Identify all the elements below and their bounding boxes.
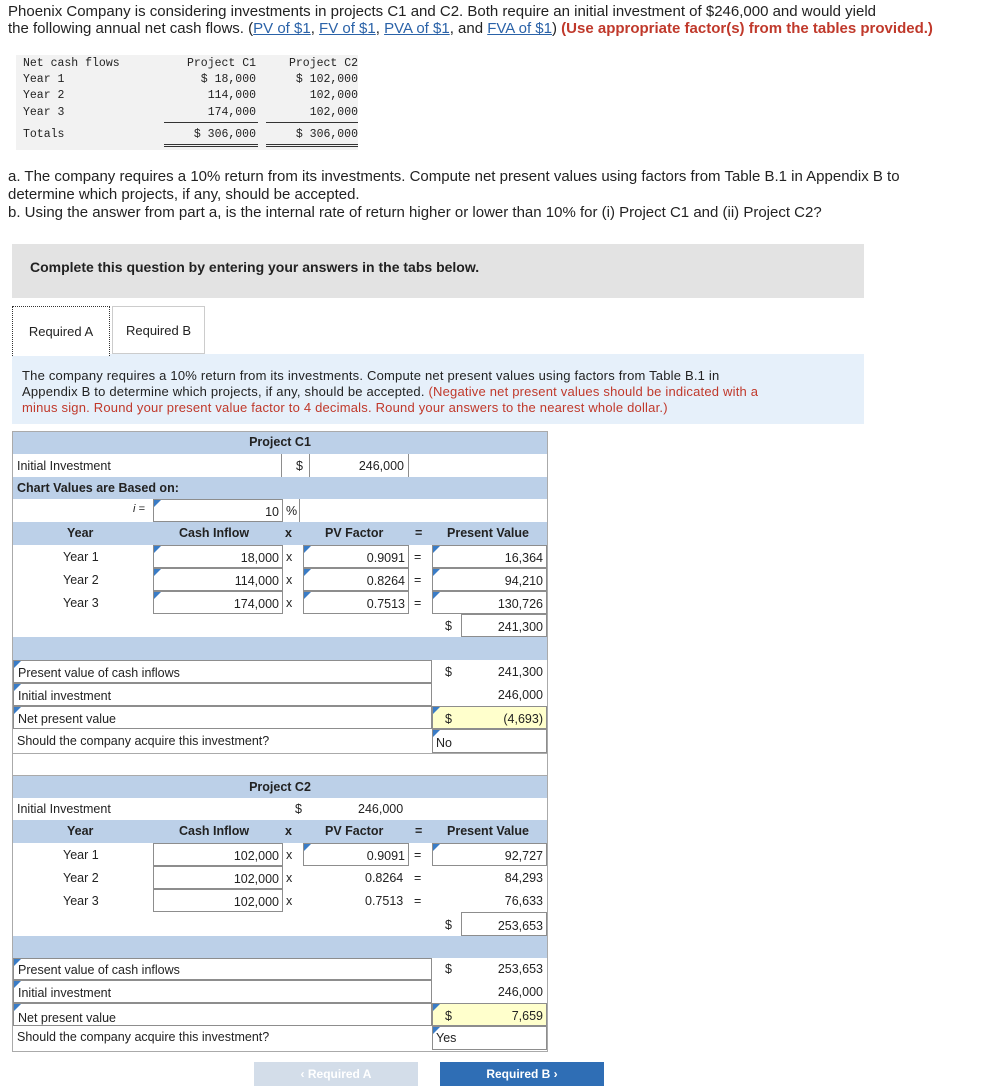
input-flag-icon (304, 569, 311, 576)
table-row (16, 89, 358, 105)
col-eq: = (415, 824, 423, 838)
input-flag-icon (14, 1004, 21, 1011)
pv-value: 84,293 (504, 871, 543, 885)
instructions-line-2 (22, 384, 854, 400)
intro-line-1: Phoenix Company is considering investments in projects C1 and C2. Both require an initial investment of $246,000 and would yield (8, 3, 876, 20)
c1-blank-row (13, 753, 547, 776)
c2-total-field[interactable] (461, 912, 547, 936)
table-row (13, 591, 547, 614)
input-flag-icon (304, 592, 311, 599)
pv-inflows-label: Present value of cash inflows (18, 963, 180, 977)
instructions-line-3: minus sign. Round your present value factor to 4 decimals. Round your answers to the nearest whole dollar.) (22, 400, 668, 415)
c1-rate-value: 10 (265, 505, 279, 519)
c2-npv-value: 7,659 (511, 1009, 543, 1023)
c1-total-row (13, 614, 547, 637)
pv-value: 76,633 (504, 894, 543, 908)
input-flag-icon (433, 569, 440, 576)
tab-instructions (12, 354, 864, 424)
c1-present-value-field[interactable] (432, 568, 547, 591)
cash-value: 102,000 (233, 872, 279, 886)
c1-present-value-field[interactable] (432, 591, 547, 614)
c1-pv-factor-field[interactable] (303, 568, 409, 591)
c1-column-headers (13, 522, 547, 545)
table-row (13, 843, 547, 866)
sep-2: , (375, 20, 385, 37)
instructions-line-2b: (Negative net present values should be indicated with a (424, 384, 759, 399)
cash-value: 18,000 (240, 551, 279, 565)
pv-value: 130,726 (497, 597, 543, 611)
factor-value: 0.9091 (366, 849, 405, 863)
cf-c1-value: $ 18,000 (200, 73, 256, 86)
cf-header-c1: Project C1 (186, 57, 256, 70)
intro-line-2 (8, 20, 978, 37)
dollar-sign: $ (445, 712, 452, 726)
c1-initial-row (13, 454, 547, 477)
cash-flows-table (16, 55, 358, 150)
c2-npv-row (13, 1003, 547, 1026)
npv-label: Net present value (18, 1011, 116, 1025)
cf-c2-value: $ 102,000 (295, 73, 358, 86)
input-flag-icon (154, 500, 161, 507)
factor-value: 0.9091 (366, 551, 405, 565)
c1-rate-row (13, 499, 547, 522)
factor-value: 0.8264 (366, 574, 405, 588)
cf-double-rule-c1 (164, 144, 258, 147)
npv-label: Net present value (18, 712, 116, 726)
c1-initial-amount-field[interactable] (309, 454, 409, 477)
col-x: x (285, 824, 292, 838)
c2-title-row (13, 776, 547, 798)
c2-spacer-row (13, 936, 547, 958)
cf-header-label: Net cash flows (23, 57, 120, 70)
dollar-sign: $ (296, 459, 303, 473)
cf-header-c2: Project C2 (288, 57, 358, 70)
c1-initial-investment-value: 246,000 (497, 688, 543, 702)
c1-acquire-row (13, 729, 547, 753)
cf-year: Year 2 (23, 89, 65, 102)
c2-acquire-value: Yes (436, 1031, 457, 1045)
cash-flows-header-row (16, 57, 358, 73)
cf-c2-value: 102,000 (309, 106, 358, 119)
cf-c1-value: 174,000 (207, 106, 256, 119)
c1-total-field[interactable] (461, 614, 547, 637)
problem-intro (8, 3, 978, 37)
row-year: Year 3 (63, 894, 99, 908)
equals-sign: = (414, 894, 422, 908)
col-eq: = (415, 526, 423, 540)
c1-spacer-row (13, 637, 547, 660)
c1-initial-dollar-cell (281, 454, 309, 477)
times-sign: x (286, 848, 293, 862)
input-flag-icon (154, 592, 161, 599)
row-year: Year 2 (63, 871, 99, 885)
c2-initial-investment-value: 246,000 (497, 985, 543, 999)
pv-value: 16,364 (504, 551, 543, 565)
equals-sign: = (414, 848, 422, 862)
sep-1: , (310, 20, 320, 37)
cash-value: 174,000 (233, 597, 279, 611)
table-row (16, 106, 358, 122)
input-flag-icon (154, 569, 161, 576)
dollar-sign: $ (445, 918, 452, 932)
table-row (13, 568, 547, 591)
pv-of-1-link[interactable]: PV of $1 (253, 20, 311, 37)
col-present-value: Present Value (447, 824, 529, 838)
col-cash-inflow: Cash Inflow (179, 824, 250, 838)
cf-c1-value: 114,000 (207, 89, 256, 102)
c2-initial-label: Initial Investment (17, 802, 111, 816)
c2-initial-row (13, 798, 547, 820)
c2-pv-inflows-value: 253,653 (497, 962, 543, 976)
dollar-sign: $ (295, 802, 302, 816)
times-sign: x (286, 573, 293, 587)
project-c1-worksheet (12, 431, 548, 776)
fv-of-1-link[interactable]: FV of $1 (319, 20, 376, 37)
c1-title-row (13, 432, 547, 454)
tab-required-a[interactable]: Required A (12, 306, 110, 356)
c2-pv-factor-field[interactable] (303, 843, 409, 866)
next-required-b-button[interactable]: Required B › (440, 1062, 604, 1086)
equals-sign: = (414, 573, 422, 587)
times-sign: x (286, 550, 293, 564)
instructions-banner (12, 244, 864, 298)
intro-instruction: (Use appropriate factor(s) from the tables provided.) (561, 20, 933, 37)
c2-total-row (13, 912, 547, 936)
intro-line-2-text: the following annual net cash flows. ( (8, 20, 254, 37)
c1-rate-field[interactable] (153, 499, 283, 522)
cf-totals-row (16, 128, 358, 144)
input-flag-icon (304, 546, 311, 553)
pv-value: 92,727 (504, 849, 543, 863)
col-present-value: Present Value (447, 526, 529, 540)
dollar-sign: $ (445, 1009, 452, 1023)
factor-value: 0.7513 (365, 894, 404, 908)
c2-acquire-select[interactable] (432, 1026, 547, 1050)
input-flag-icon (433, 592, 440, 599)
c1-present-value-field[interactable] (432, 545, 547, 568)
cf-c2-value: 102,000 (309, 89, 358, 102)
dollar-sign: $ (445, 962, 452, 976)
c2-column-headers (13, 820, 547, 843)
equals-sign: = (414, 871, 422, 885)
table-row (16, 73, 358, 89)
input-flag-icon (433, 546, 440, 553)
c1-initial-investment-label-field[interactable] (13, 683, 432, 706)
percent-sign: % (286, 504, 298, 518)
chart-values-label: Chart Values are Based on: (17, 481, 179, 495)
rate-divider (299, 499, 300, 522)
c1-npv-field[interactable] (432, 706, 547, 729)
c2-npv-field[interactable] (432, 1003, 547, 1026)
row-year: Year 3 (63, 596, 99, 610)
input-flag-icon (433, 1004, 440, 1011)
cf-rule-c2 (266, 122, 358, 123)
pva-of-1-link[interactable]: PVA of $1 (384, 20, 450, 37)
part-a-line-1: a. The company requires a 10% return from its investments. Compute net present values using factors from Table B.1 in Appendix B to (8, 168, 900, 185)
times-sign: x (286, 871, 293, 885)
factor-value: 0.8264 (365, 871, 404, 885)
c1-npv-value: (4,693) (503, 712, 543, 726)
c1-npv-label-field[interactable] (13, 706, 432, 729)
dollar-sign: $ (445, 665, 452, 679)
c2-cash-inflow-field[interactable] (153, 866, 283, 889)
c2-initial-investment-label-field[interactable] (13, 980, 432, 1003)
cf-total-c1: $ 306,000 (193, 128, 256, 141)
c2-initial-amount: 246,000 (358, 802, 404, 816)
c2-total-value: 253,653 (497, 919, 543, 933)
pv-value: 94,210 (504, 574, 543, 588)
c2-title: Project C2 (249, 780, 311, 794)
c1-cash-inflow-field[interactable] (153, 591, 283, 614)
banner-text: Complete this question by entering your answers in the tabs below. (30, 259, 480, 275)
c1-pv-inflows-row (13, 660, 547, 683)
row-year: Year 1 (63, 848, 99, 862)
acquire-question: Should the company acquire this investment? (17, 1030, 270, 1044)
c1-pv-inflows-value: 241,300 (497, 665, 543, 679)
c2-cash-inflow-field[interactable] (153, 843, 283, 866)
initial-investment-label: Initial investment (18, 986, 112, 1000)
equals-sign: = (414, 596, 422, 610)
times-sign: x (286, 596, 293, 610)
table-row (13, 889, 547, 912)
prev-required-a-button[interactable]: ‹ Required A (254, 1062, 418, 1086)
cf-totals-label: Totals (23, 128, 65, 141)
c1-initial-amount: 246,000 (358, 459, 404, 473)
col-pv-factor: PV Factor (325, 526, 384, 540)
c1-initial-label: Initial Investment (17, 459, 111, 473)
input-flag-icon (433, 844, 440, 851)
rate-label: i = (133, 503, 145, 515)
equals-sign: = (414, 550, 422, 564)
project-c2-worksheet (12, 776, 548, 1052)
c2-npv-label-field[interactable] (13, 1003, 432, 1026)
row-year: Year 2 (63, 573, 99, 587)
instructions-line-2a: Appendix B to determine which projects, if any, should be accepted. (22, 384, 425, 399)
c2-present-value-field[interactable] (432, 843, 547, 866)
c2-cash-inflow-field[interactable] (153, 889, 283, 912)
cf-rule-c1 (164, 122, 258, 123)
c2-pv-inflows-label-field[interactable] (13, 958, 432, 980)
cf-total-c2: $ 306,000 (295, 128, 358, 141)
c1-npv-row (13, 706, 547, 729)
tab-required-b[interactable]: Required B (112, 306, 205, 354)
c1-pv-inflows-label-field[interactable] (13, 660, 432, 683)
sep-3: , and (449, 20, 488, 37)
instructions-line-1: The company requires a 10% return from its investments. Compute net present values using factors from Table B.1 in (22, 368, 720, 383)
col-year: Year (67, 526, 94, 540)
col-x: x (285, 526, 292, 540)
c2-initial-investment-row (13, 980, 547, 1003)
col-cash-inflow: Cash Inflow (179, 526, 250, 540)
c1-acquire-select[interactable] (432, 729, 547, 753)
c1-pv-factor-field[interactable] (303, 545, 409, 568)
c2-acquire-row (13, 1026, 547, 1050)
input-flag-icon (154, 546, 161, 553)
col-year: Year (67, 824, 94, 838)
initial-investment-label: Initial investment (18, 689, 112, 703)
table-row (13, 545, 547, 568)
input-flag-icon (304, 844, 311, 851)
table-row (13, 866, 547, 889)
c1-initial-investment-row (13, 683, 547, 706)
cf-year: Year 1 (23, 73, 65, 86)
input-flag-icon (433, 707, 440, 714)
c2-pv-inflows-row (13, 958, 547, 980)
question-parts (8, 168, 968, 222)
row-year: Year 1 (63, 550, 99, 564)
times-sign: x (286, 894, 293, 908)
acquire-question: Should the company acquire this investment? (17, 734, 270, 748)
part-a-line-2: determine which projects, if any, should be accepted. (8, 186, 360, 203)
part-b: b. Using the answer from part a, is the internal rate of return higher or lower than 10% for (i) Project C1 and (ii) Project C2? (8, 204, 822, 221)
sep-4: ) (552, 20, 557, 37)
dollar-sign: $ (445, 619, 452, 633)
pv-inflows-label: Present value of cash inflows (18, 666, 180, 680)
c1-cash-inflow-field[interactable] (153, 568, 283, 591)
c1-acquire-value: No (436, 736, 452, 750)
cash-value: 102,000 (233, 849, 279, 863)
factor-value: 0.7513 (366, 597, 405, 611)
c1-chart-values-row (13, 477, 547, 499)
cash-value: 102,000 (233, 895, 279, 909)
cf-year: Year 3 (23, 106, 65, 119)
c1-total-value: 241,300 (497, 620, 543, 634)
col-pv-factor: PV Factor (325, 824, 384, 838)
c1-title: Project C1 (249, 435, 311, 449)
c1-pv-factor-field[interactable] (303, 591, 409, 614)
cf-double-rule-c2 (266, 144, 358, 147)
fva-of-1-link[interactable]: FVA of $1 (487, 20, 552, 37)
cash-value: 114,000 (234, 574, 279, 588)
c1-cash-inflow-field[interactable] (153, 545, 283, 568)
